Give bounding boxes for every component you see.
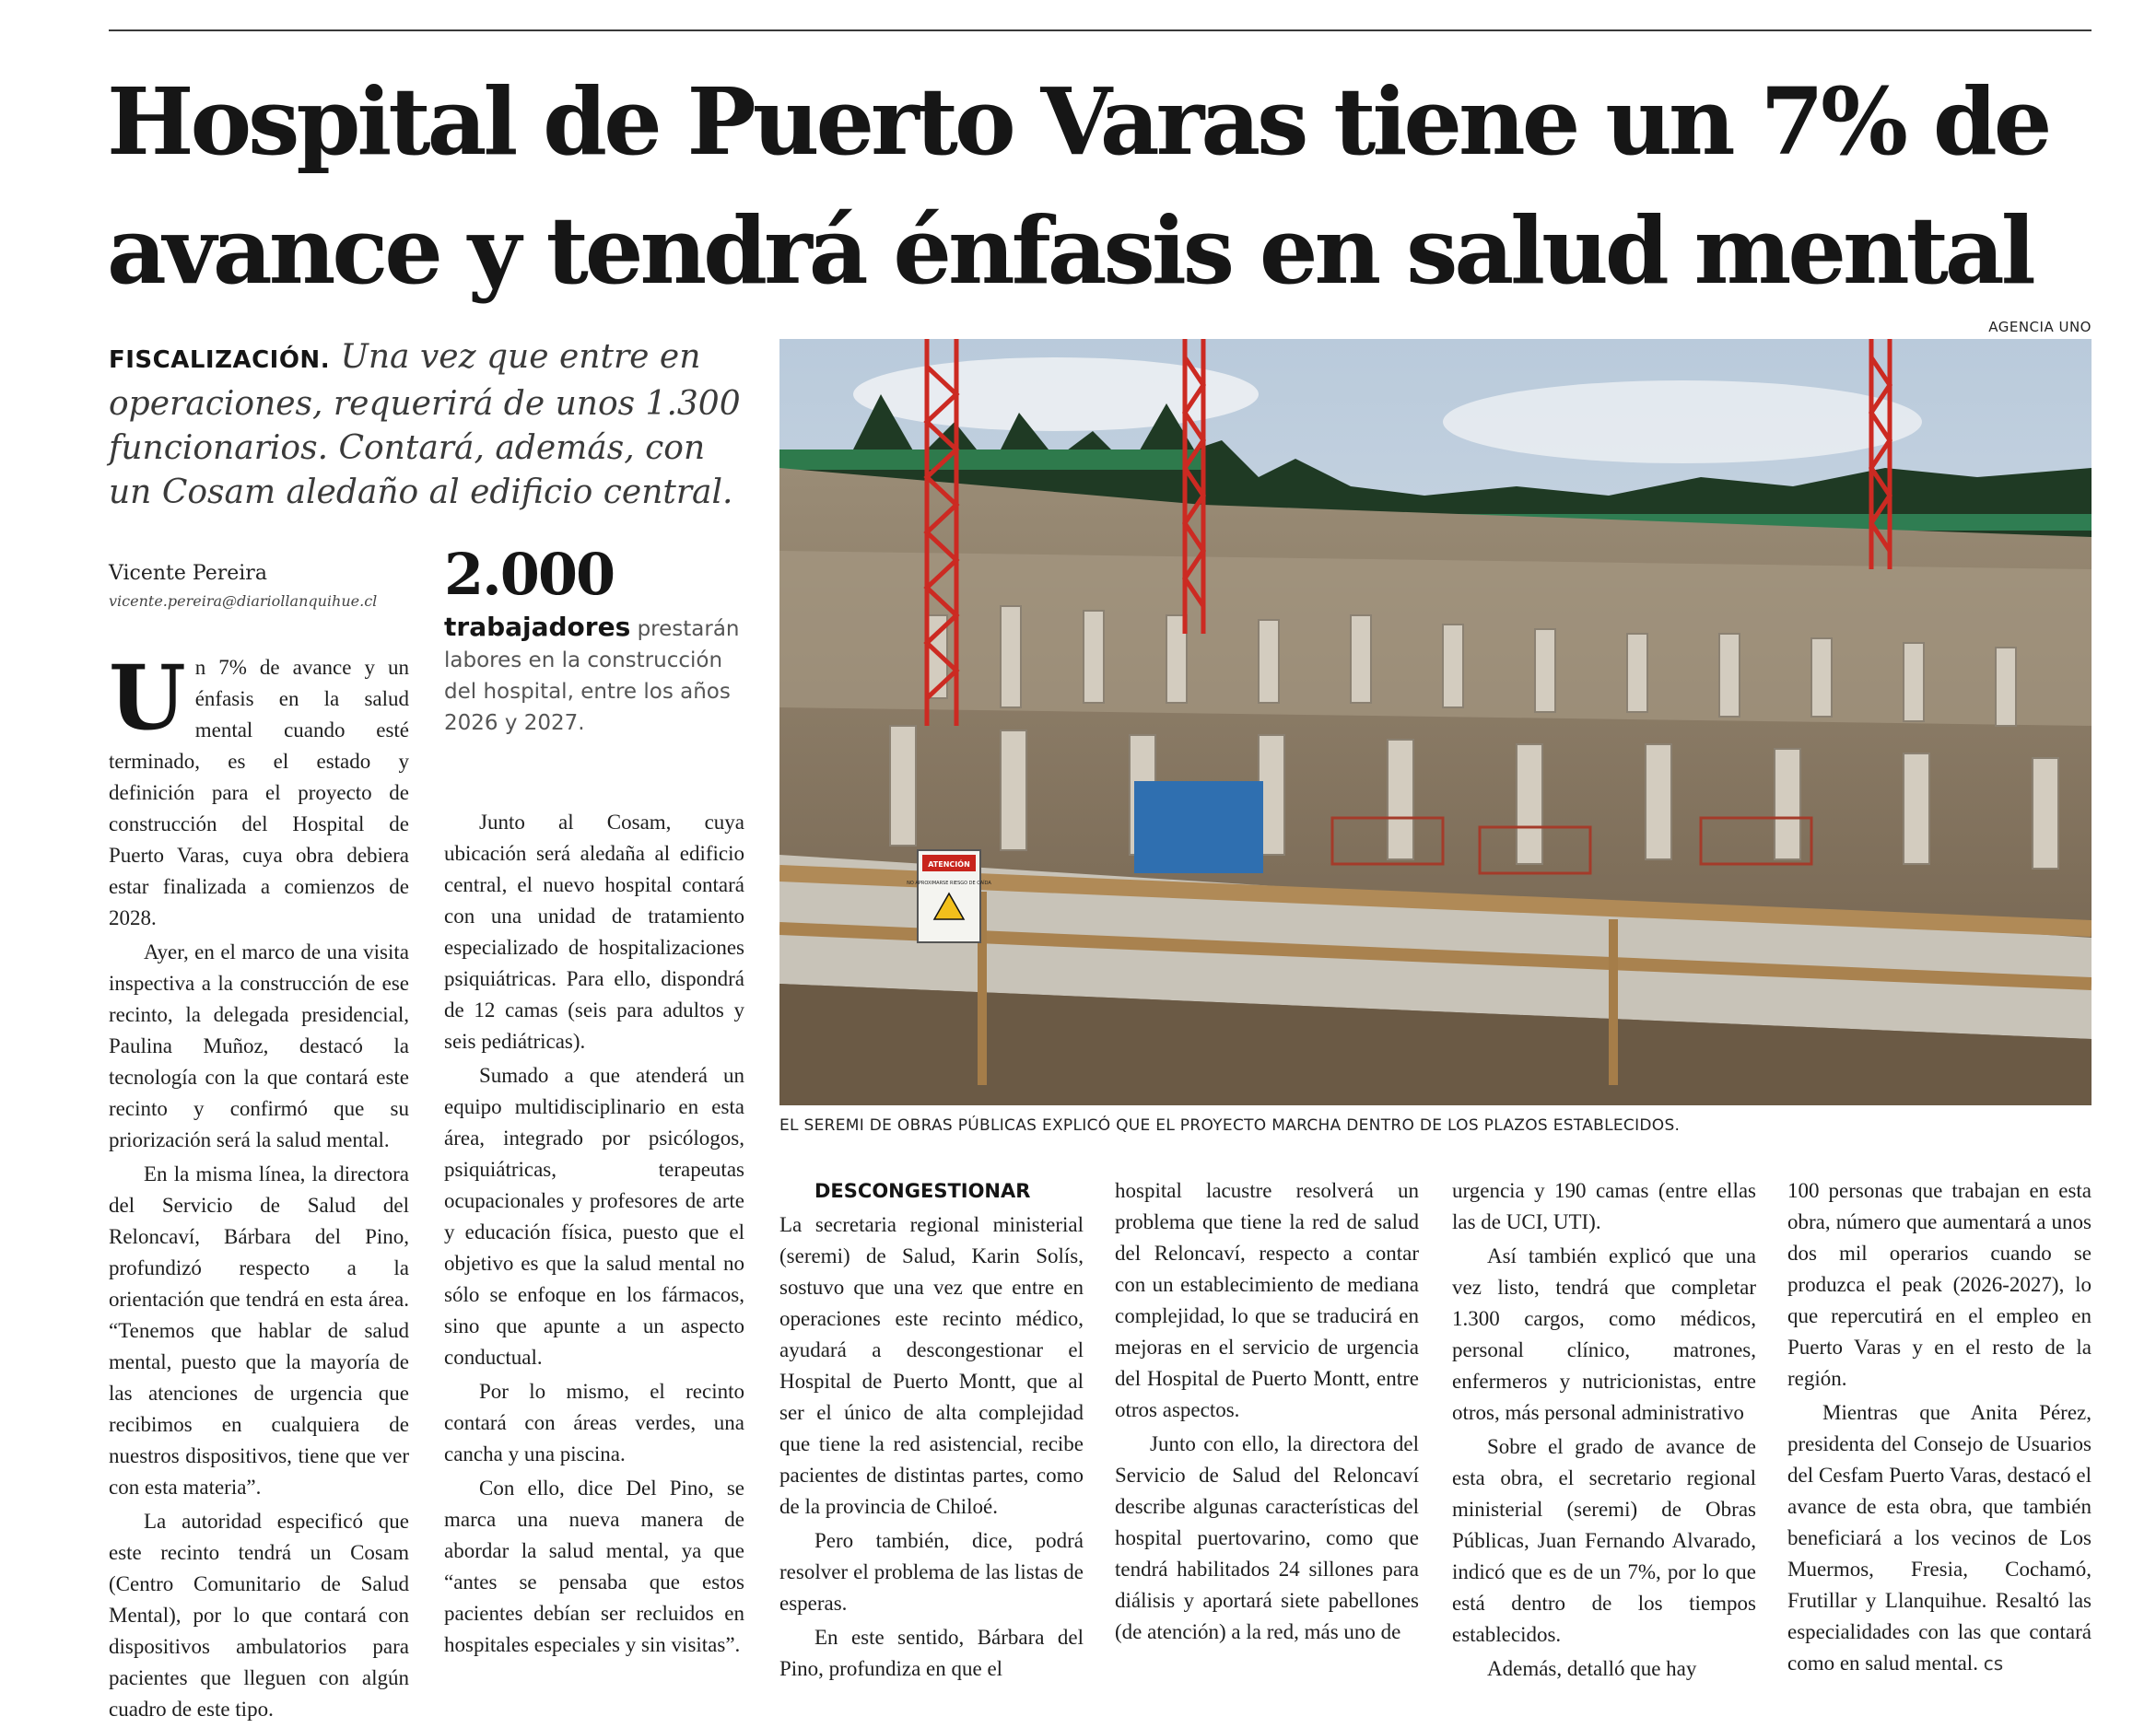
paragraph: Junto al Cosam, cuya ubicación será aledaña al edificio central, el nuevo hospital contará con una unidad de tratamiento especializado de hospitalizaciones psiquiátricas. Para ello, dispondrá de 12 camas (seis para adultos y seis pediátricas). bbox=[444, 811, 744, 1053]
photo-credit: AGENCIA UNO bbox=[1988, 319, 2092, 335]
paragraph: En la misma línea, la directora del Servicio de Salud del Reloncaví, Bárbara del Pino, profundizó respecto a la orientación que tendrá en esta área. “Tenemos que hablar de salud mental, puesto que la mayoría de las atenciones de urgencia que recibimos en cualquiera de nuestros dispositivos, tiene que ver con esta materia”. bbox=[109, 1162, 409, 1499]
deck-text: Una vez que entre en operaciones, requerirá de unos 1.300 funcionarios. Contará, además, con un Cosam aledaño al edificio central. bbox=[109, 338, 741, 511]
article-column-6 bbox=[1787, 1175, 2092, 1682]
paragraph: hospital lacustre resolverá un problema que tiene la red de salud del Reloncaví, respecto a contar con un establecimiento de mediana complejidad, lo que se traducirá en mejoras en el servicio de urgencia del Hospital de Puerto Montt, entre otros aspectos. bbox=[1115, 1179, 1419, 1421]
paragraph: 100 personas que trabajan en esta obra, número que aumentará a unos dos mil operarios cuando se produzca el peak (2026-2027), lo que repercutirá en el empleo en Puerto Varas y en el resto de la región. bbox=[1787, 1179, 2092, 1390]
deck bbox=[109, 335, 754, 515]
sign-text: NO APROXIMARSE RIESGO DE CAÍDA bbox=[907, 881, 991, 886]
paragraph bbox=[1787, 1397, 2092, 1679]
article-column-4 bbox=[1115, 1175, 1419, 1651]
warning-sign bbox=[907, 850, 991, 942]
construction-site-illustration bbox=[779, 339, 2092, 1105]
paragraph: La secretaria regional ministerial (seremi) de Salud, Karin Solís, sostuvo que una vez que entre en operaciones este recinto médico, ayudará a descongestionar el Hospital de Puerto Montt, que al ser el único de alta complejidad que tiene la red asistencial, recibe pacientes de distintas partes, como de la provincia de Chiloé. bbox=[779, 1213, 1084, 1518]
author-name: Vicente Pereira bbox=[109, 562, 267, 585]
stat-number: 2.000 bbox=[444, 541, 615, 608]
stat-bold-label: trabajadores bbox=[444, 612, 631, 642]
author-email[interactable]: vicente.pereira@diariollanquihue.cl bbox=[109, 592, 378, 610]
paragraph: Sobre el grado de avance de esta obra, el secretario regional ministerial (seremi) de Obras Públicas, Juan Fernando Alvarado, indicó que es de un 7%, por lo que está dentro de los tiempos establecidos. bbox=[1452, 1435, 1756, 1646]
paragraph: Así también explicó que una vez listo, tendrá que completar 1.300 cargos, como médicos, personal clínico, matrones, enfermeros y nutricionistas, entre otros, más personal administrativo bbox=[1452, 1244, 1756, 1424]
article-column-2 bbox=[444, 807, 744, 1664]
article-column-5 bbox=[1452, 1175, 1756, 1687]
paragraph: n 7% de avance y un énfasis en la salud mental cuando esté terminado, es el estado y definición para el proyecto de construcción del Hospital de Puerto Varas, cuya obra debiera estar finalizada a comienzos de 2028. bbox=[109, 656, 409, 929]
paragraph: La autoridad especificó que este recinto tendrá un Cosam (Centro Comunitario de Salud Mental), por lo que contará con dispositivos ambulatorios para pacientes que lleguen con algún cuadro de este tipo. bbox=[109, 1510, 409, 1721]
dropcap: U bbox=[109, 646, 186, 750]
paragraph: Sumado a que atenderá un equipo multidisciplinario en esta área, integrado por psicólogos, psiquiátricas, terapeutas ocupacionales y profesores de arte y educación física, puesto que el objetivo es que la salud mental no sólo se enfoque en los fármacos, sino que apunte a un aspecto conductual. bbox=[444, 1064, 744, 1369]
paragraph: Además, detalló que hay bbox=[1487, 1657, 1697, 1680]
paragraph: urgencia y 190 camas (entre ellas las de UCI, UTI). bbox=[1452, 1179, 1756, 1233]
blue-tarp bbox=[1134, 781, 1263, 873]
paragraph: Ayer, en el marco de una visita inspectiva a la construcción de ese recinto, la delegada presidencial, Paulina Muñoz, destacó la tecnología con la que contará este recinto y confirmó que su priorización será la salud mental. bbox=[109, 940, 409, 1151]
article-column-1 bbox=[109, 646, 409, 1728]
paragraph: En este sentido, Bárbara del Pino, profundiza en que el bbox=[779, 1626, 1084, 1680]
stat-box bbox=[444, 542, 754, 739]
byline bbox=[109, 562, 422, 610]
paragraph: Pero también, dice, podrá resolver el problema de las listas de esperas. bbox=[779, 1529, 1084, 1615]
kicker: FISCALIZACIÓN. bbox=[109, 346, 331, 374]
stat-description: prestarán labores en la construcción del hospital, entre los años 2026 y 2027. bbox=[444, 617, 740, 735]
stat-text bbox=[444, 612, 754, 739]
paragraph: Junto con ello, la directora del Servicio de Salud del Reloncaví describe algunas características del hospital puertovarino, como que tendrá habilitados 24 sillones para diálisis y aportará siete pabellones (de atención) a la red, más uno de bbox=[1115, 1432, 1419, 1643]
construction-photo bbox=[779, 339, 2092, 1105]
article-column-3 bbox=[779, 1175, 1084, 1687]
headline: Hospital de Puerto Varas tiene un 7% de avance y tendrá énfasis en salud mental bbox=[107, 67, 2049, 305]
top-rule bbox=[109, 29, 2092, 31]
paragraph: Con ello, dice Del Pino, se marca una nueva manera de abordar la salud mental, ya que “antes se pensaba que estos pacientes debían ser recluidos en hospitales especiales y sin visitas”. bbox=[444, 1477, 744, 1656]
section-subhead: DESCONGESTIONAR bbox=[814, 1180, 1031, 1202]
paragraph: Por lo mismo, el recinto contará con áreas verdes, una cancha y una piscina. bbox=[444, 1380, 744, 1465]
paragraph-text: Mientras que Anita Pérez, presidenta del Consejo de Usuarios del Cesfam Puerto Varas, destacó el avance de esta obra, que también beneficiará a los vecinos de Los Muermos, Fresia, Cochamó, Frutillar y Llanquihue. Resaltó las especialidades con las que contará como en salud mental. bbox=[1787, 1401, 2092, 1675]
photo-caption: EL SEREMI DE OBRAS PÚBLICAS EXPLICÓ QUE EL PROYECTO MARCHA DENTRO DE LOS PLAZOS ESTABLECIDOS. bbox=[779, 1116, 1681, 1135]
svg-text:ATENCIÓN: ATENCIÓN bbox=[928, 860, 970, 869]
end-mark: cs bbox=[1983, 1652, 2004, 1675]
